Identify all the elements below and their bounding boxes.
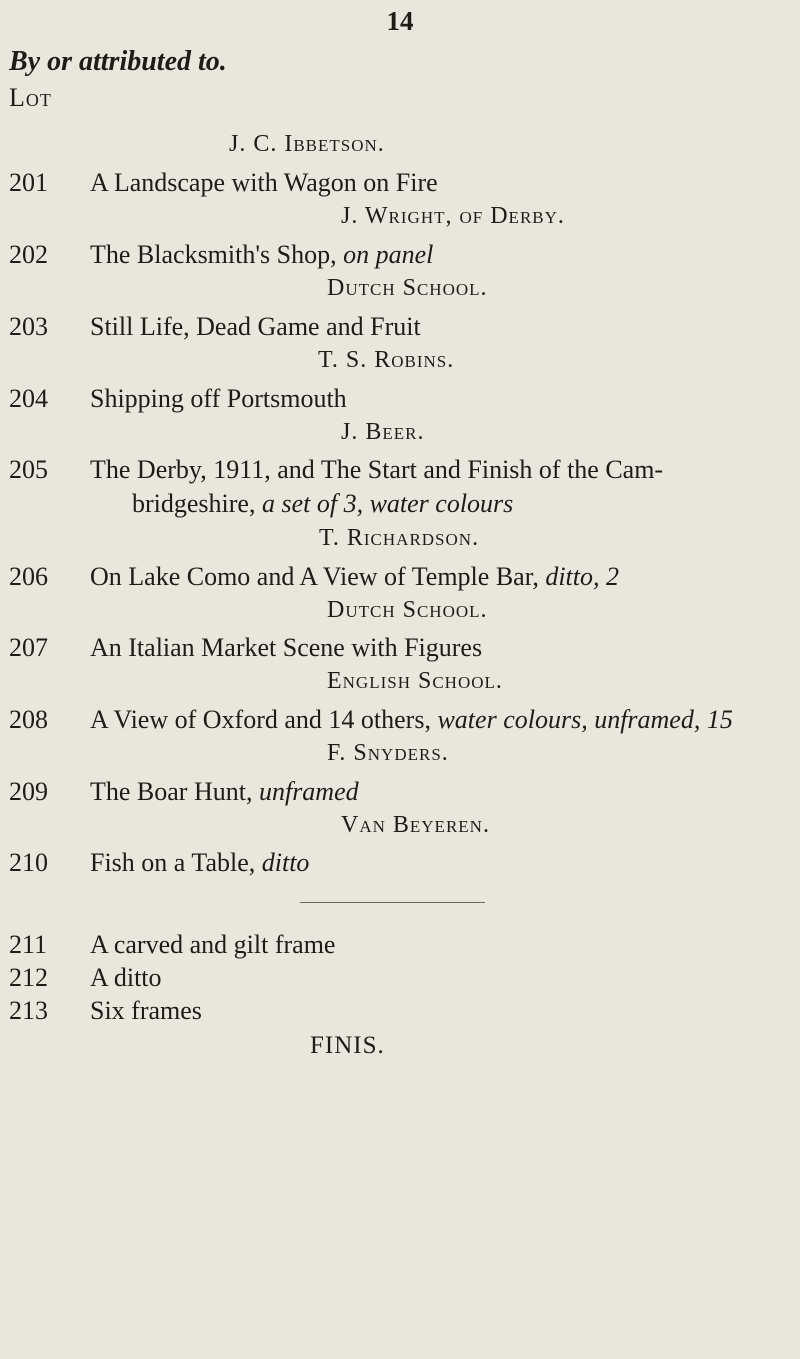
attribution-english-school: English School.	[327, 668, 503, 694]
lot-number-211: 211	[9, 930, 48, 959]
attribution-snyders: F. Snyders.	[327, 740, 449, 766]
lot-title-205: The Derby, 1911, and The Start and Finish of the Cam-	[90, 455, 664, 484]
lot-number-209: 209	[9, 777, 48, 806]
lot-number-210: 210	[9, 848, 48, 877]
lot-title-210: Fish on a Table, ditto	[90, 848, 310, 877]
attribution-dutch-school-2: Dutch School.	[327, 597, 488, 623]
lot-title-209: The Boar Hunt, unframed	[90, 777, 359, 806]
lot-number-203: 203	[9, 312, 48, 341]
lot-number-208: 208	[9, 705, 48, 734]
lot-title-202: The Blacksmith's Shop, on panel	[90, 240, 434, 269]
header-note: By or attributed to.	[9, 46, 227, 77]
lot-number-206: 206	[9, 562, 48, 591]
section-divider	[300, 902, 485, 903]
lot-title-201: A Landscape with Wagon on Fire	[90, 168, 438, 197]
lot-number-201: 201	[9, 168, 48, 197]
lot-number-207: 207	[9, 633, 48, 662]
lot-title-203: Still Life, Dead Game and Fruit	[90, 312, 421, 341]
attribution-beer: J. Beer.	[341, 419, 425, 445]
lot-number-205: 205	[9, 455, 48, 484]
lot-title-206: On Lake Como and A View of Temple Bar, ditto, 2	[90, 562, 619, 591]
attribution-dutch-school-1: Dutch School.	[327, 275, 488, 301]
lot-title-211: A carved and gilt frame	[90, 930, 336, 959]
lot-title-204: Shipping off Portsmouth	[90, 384, 347, 413]
attribution-robins: T. S. Robins.	[318, 347, 455, 373]
finis-mark: FINIS.	[310, 1032, 385, 1059]
attribution-richardson: T. Richardson.	[319, 525, 480, 551]
lot-number-212: 212	[9, 963, 48, 992]
lot-number-204: 204	[9, 384, 48, 413]
lot-column-label: Lot	[9, 83, 52, 112]
attribution-van-beyeren: Van Beyeren.	[341, 812, 490, 838]
lot-title-212: A ditto	[90, 963, 162, 992]
lot-title-207: An Italian Market Scene with Figures	[90, 633, 483, 662]
attribution-wright: J. Wright, of Derby.	[341, 203, 565, 229]
lot-number-202: 202	[9, 240, 48, 269]
page-number: 14	[386, 6, 414, 36]
lot-title-208: A View of Oxford and 14 others, water colours, unframed, 15	[90, 705, 733, 734]
lot-title-213: Six frames	[90, 996, 202, 1025]
lot-title-205-continued: bridgeshire, a set of 3, water colours	[132, 489, 514, 518]
lot-number-213: 213	[9, 996, 48, 1025]
attribution-ibbetson: J. C. Ibbetson.	[229, 131, 385, 157]
